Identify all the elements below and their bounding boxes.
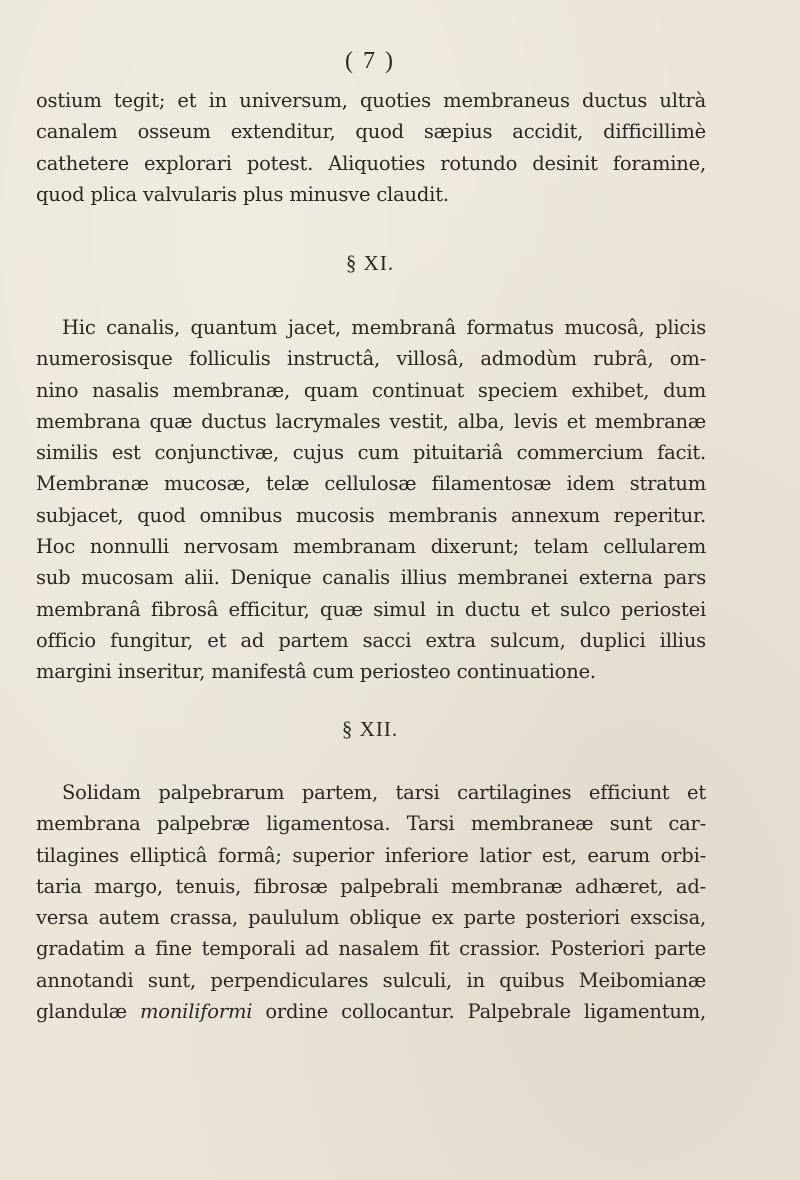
- text-line: taria margo, tenuis, fibrosæ palpebrali membranæ adhæret, ad-: [36, 874, 706, 898]
- text-line: Hic canalis, quantum jacet, membranâ formatus mucosâ, plicis: [62, 316, 706, 339]
- text-line: margini inseritur, manifestâ cum periosteo continuatione.: [36, 660, 596, 684]
- text-line: numerosisque folliculis instructâ, villosâ, admodùm rubrâ, om-: [36, 347, 706, 371]
- text-line: membranâ fibrosâ efficitur, quæ simul in ductu et sulco periostei: [36, 597, 706, 621]
- text-line: nino nasalis membranæ, quam continuat speciem exhibet, dum: [36, 378, 706, 402]
- text-line: quod plica valvularis plus minusve claudit.: [36, 182, 449, 206]
- text-line: membrana quæ ductus lacrymales vestit, alba, levis et membranæ: [36, 409, 706, 433]
- text-line: gradatim a fine temporali ad nasalem fit crassior. Posteriori parte: [36, 937, 706, 961]
- text-line: subjacet, quod omnibus mucosis membranis annexum reperitur.: [36, 503, 706, 527]
- text-line-last: [36, 996, 706, 1027]
- section-xi-paragraph: [36, 312, 706, 688]
- text-line: cathetere explorari potest. Aliquoties rotundo desinit foramine,: [36, 151, 706, 175]
- text-line: sub mucosam alii. Denique canalis illius membranei externa pars: [36, 566, 706, 590]
- text-line: officio fungitur, et ad partem sacci extra sulcum, duplici illius: [36, 628, 706, 652]
- text-line: versa autem crassa, paululum oblique ex parte posteriori exscisa,: [36, 906, 706, 930]
- text-segment: glandulæ: [36, 1000, 140, 1024]
- section-heading-xii: § XII.: [341, 717, 399, 741]
- text-line: annotandi sunt, perpendiculares sulculi, in quibus Meibomianæ: [36, 968, 706, 992]
- section-heading-xi: § XI.: [345, 251, 395, 275]
- text-line: ostium tegit; et in universum, quoties membraneus ductus ultrà: [36, 89, 706, 112]
- text-line: Solidam palpebrarum partem, tarsi cartilagines efficiunt et: [62, 781, 706, 804]
- text-line: canalem osseum extenditur, quod sæpius accidit, difficillimè: [36, 120, 706, 144]
- text-line: Hoc nonnulli nervosam membranam dixerunt; telam cellularem: [36, 535, 706, 559]
- paragraph-continuation: [36, 85, 706, 210]
- italic-word: moniliformi: [139, 1000, 253, 1024]
- text-line: Membranæ mucosæ, telæ cellulosæ filamentosæ idem stratum: [36, 472, 706, 496]
- section-xii-paragraph: [36, 777, 706, 1027]
- page-number: ( 7 ): [345, 48, 395, 74]
- text-line: tilagines ellipticâ formâ; superior inferiore latior est, earum orbi-: [36, 843, 706, 867]
- text-line: membrana palpebræ ligamentosa. Tarsi membraneæ sunt car-: [36, 812, 706, 836]
- text-line: similis est conjunctivæ, cujus cum pituitariâ commercium facit.: [36, 441, 706, 465]
- text-segment: ordine collocantur. Palpebrale ligamentum,: [252, 1000, 706, 1024]
